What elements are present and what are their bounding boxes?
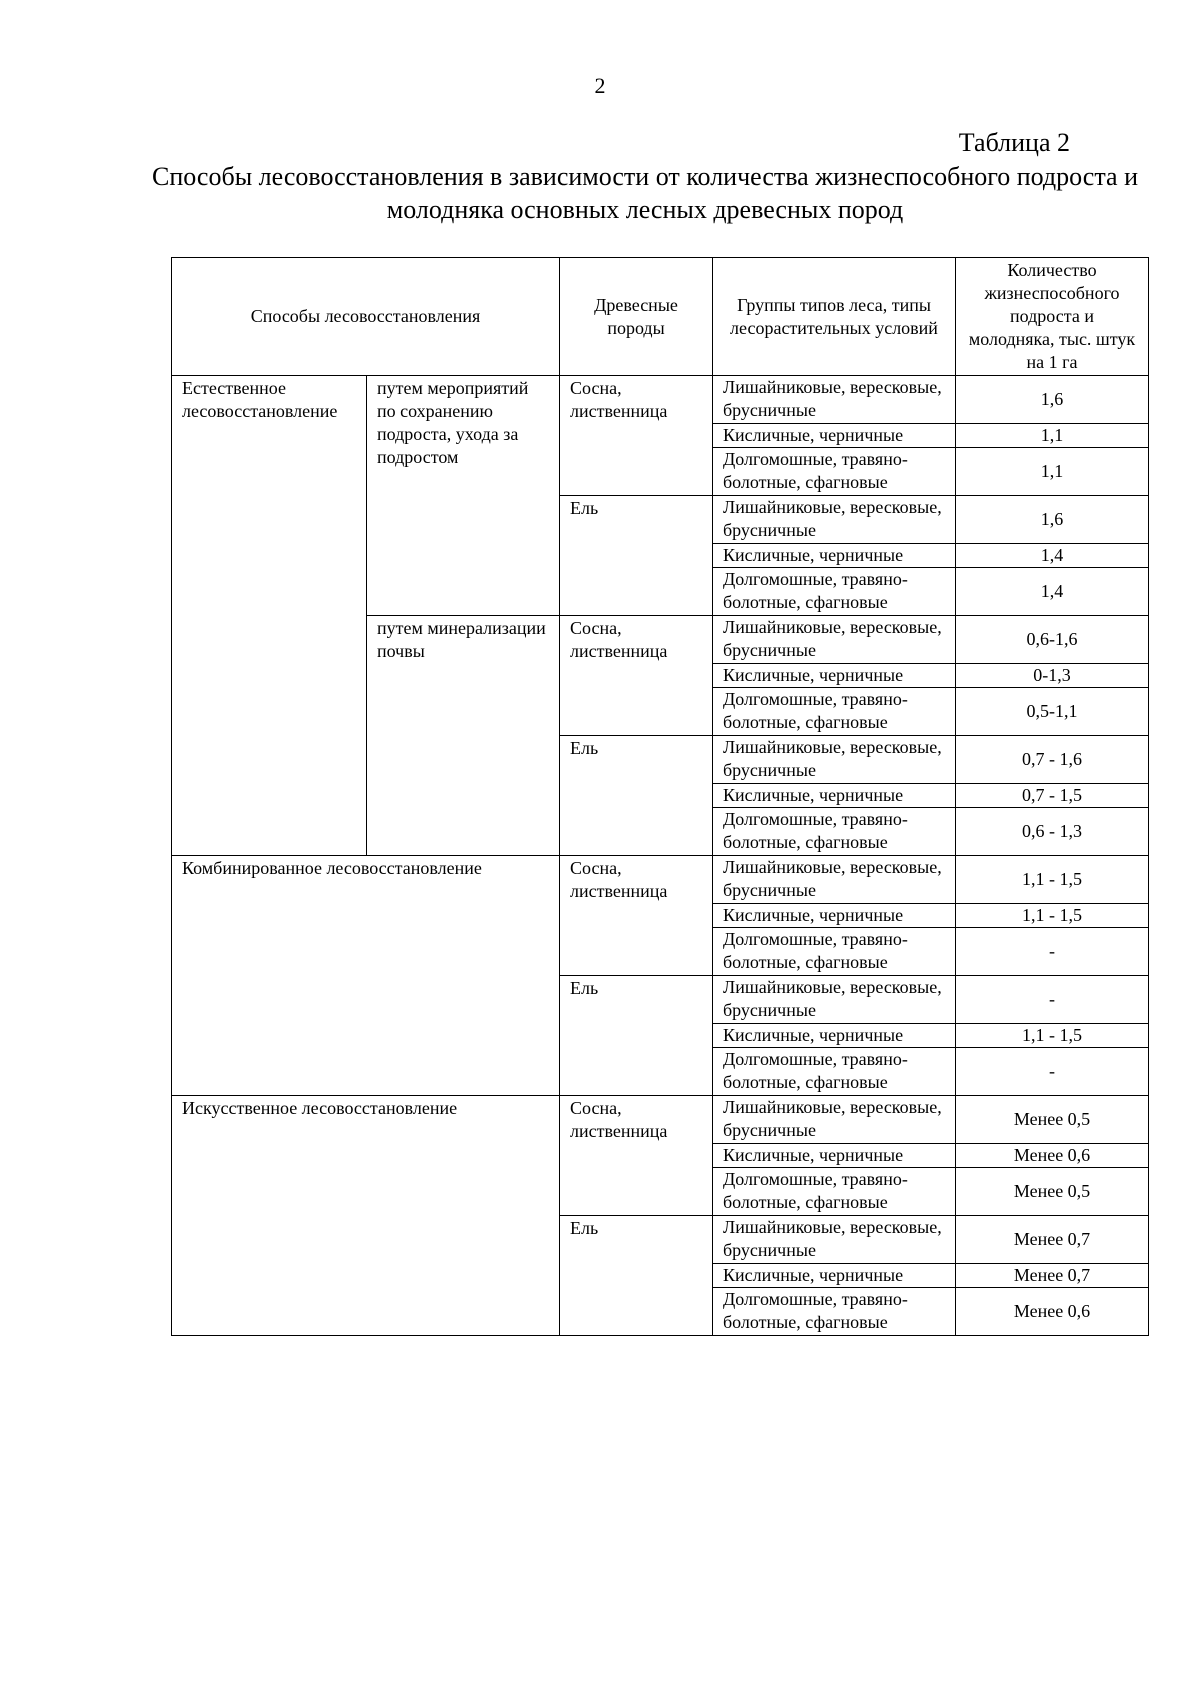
table-label: Таблица 2 (958, 128, 1070, 157)
species-spruce: Ель (560, 496, 713, 616)
forest-group: Лишайниковые, вересковые, брусничные (713, 496, 956, 544)
forest-group: Долгомошные, травяно-болотные, сфагновые (713, 568, 956, 616)
count-value: - (956, 928, 1149, 976)
count-value: Менее 0,7 (956, 1216, 1149, 1264)
header-species: Древесные породы (560, 258, 713, 376)
forest-group: Кисличные, черничные (713, 1264, 956, 1288)
species-pine-larch: Сосна, лиственница (560, 856, 713, 976)
forest-group: Лишайниковые, вересковые, брусничные (713, 616, 956, 664)
header-methods: Способы лесовосстановления (172, 258, 560, 376)
forest-group: Долгомошные, травяно-болотные, сфагновые (713, 1288, 956, 1336)
species-spruce: Ель (560, 1216, 713, 1336)
count-value: 1,1 - 1,5 (956, 1024, 1149, 1048)
count-value: 1,6 (956, 496, 1149, 544)
species-pine-larch: Сосна, лиственница (560, 1096, 713, 1216)
count-value: Менее 0,5 (956, 1096, 1149, 1144)
count-value: 0,6-1,6 (956, 616, 1149, 664)
count-value: Менее 0,6 (956, 1144, 1149, 1168)
method-natural: Естественное лесовосстановление (172, 376, 367, 856)
table-row (172, 856, 1149, 904)
forest-group: Долгомошные, травяно-болотные, сфагновые (713, 1048, 956, 1096)
header-row (172, 258, 1149, 376)
forest-group: Лишайниковые, вересковые, брусничные (713, 856, 956, 904)
species-spruce: Ель (560, 976, 713, 1096)
forest-group: Лишайниковые, вересковые, брусничные (713, 736, 956, 784)
count-value: 1,4 (956, 568, 1149, 616)
header-count: Количество жизнеспособного подроста и молодняка, тыс. штук на 1 га (956, 258, 1149, 376)
count-value: 1,1 (956, 424, 1149, 448)
count-value: 1,6 (956, 376, 1149, 424)
count-value: Менее 0,6 (956, 1288, 1149, 1336)
forest-group: Лишайниковые, вересковые, брусничные (713, 976, 956, 1024)
forest-group: Долгомошные, травяно-болотные, сфагновые (713, 1168, 956, 1216)
forest-group: Долгомошные, травяно-болотные, сфагновые (713, 448, 956, 496)
count-value: 1,4 (956, 544, 1149, 568)
count-value: 1,1 (956, 448, 1149, 496)
count-value: - (956, 976, 1149, 1024)
count-value: 1,1 - 1,5 (956, 904, 1149, 928)
method-combined: Комбинированное лесовосстановление (172, 856, 560, 1096)
forest-group: Лишайниковые, вересковые, брусничные (713, 1216, 956, 1264)
count-value: 0,6 - 1,3 (956, 808, 1149, 856)
count-value: 0-1,3 (956, 664, 1149, 688)
species-pine-larch: Сосна, лиственница (560, 616, 713, 736)
count-value: - (956, 1048, 1149, 1096)
species-spruce: Ель (560, 736, 713, 856)
table-title: Способы лесовосстановления в зависимости от количества жизнеспособного подроста и молодняка основных лесных древесных пород (152, 162, 1138, 224)
species-pine-larch: Сосна, лиственница (560, 376, 713, 496)
reforestation-table (171, 257, 1149, 1336)
count-value: 0,7 - 1,5 (956, 784, 1149, 808)
count-value: 1,1 - 1,5 (956, 856, 1149, 904)
forest-group: Кисличные, черничные (713, 1024, 956, 1048)
count-value: 0,5-1,1 (956, 688, 1149, 736)
forest-group: Лишайниковые, вересковые, брусничные (713, 376, 956, 424)
forest-group: Кисличные, черничные (713, 424, 956, 448)
forest-group: Кисличные, черничные (713, 664, 956, 688)
table-row (172, 1096, 1149, 1144)
forest-group: Лишайниковые, вересковые, брусничные (713, 1096, 956, 1144)
count-value: 0,7 - 1,6 (956, 736, 1149, 784)
count-value: Менее 0,7 (956, 1264, 1149, 1288)
page-number: 2 (594, 73, 606, 98)
forest-group: Кисличные, черничные (713, 784, 956, 808)
forest-group: Долгомошные, травяно-болотные, сфагновые (713, 928, 956, 976)
table-row (172, 376, 1149, 424)
forest-group: Кисличные, черничные (713, 544, 956, 568)
forest-group: Долгомошные, травяно-болотные, сфагновые (713, 808, 956, 856)
count-value: Менее 0,5 (956, 1168, 1149, 1216)
header-forest-groups: Группы типов леса, типы лесорастительных условий (713, 258, 956, 376)
method-artificial: Искусственное лесовосстановление (172, 1096, 560, 1336)
forest-group: Долгомошные, травяно-болотные, сфагновые (713, 688, 956, 736)
forest-group: Кисличные, черничные (713, 904, 956, 928)
method-natural-sub-mineralization: путем минерализации почвы (367, 616, 560, 856)
forest-group: Кисличные, черничные (713, 1144, 956, 1168)
method-natural-sub-preservation: путем мероприятий по сохранению подроста, ухода за подростом (367, 376, 560, 616)
